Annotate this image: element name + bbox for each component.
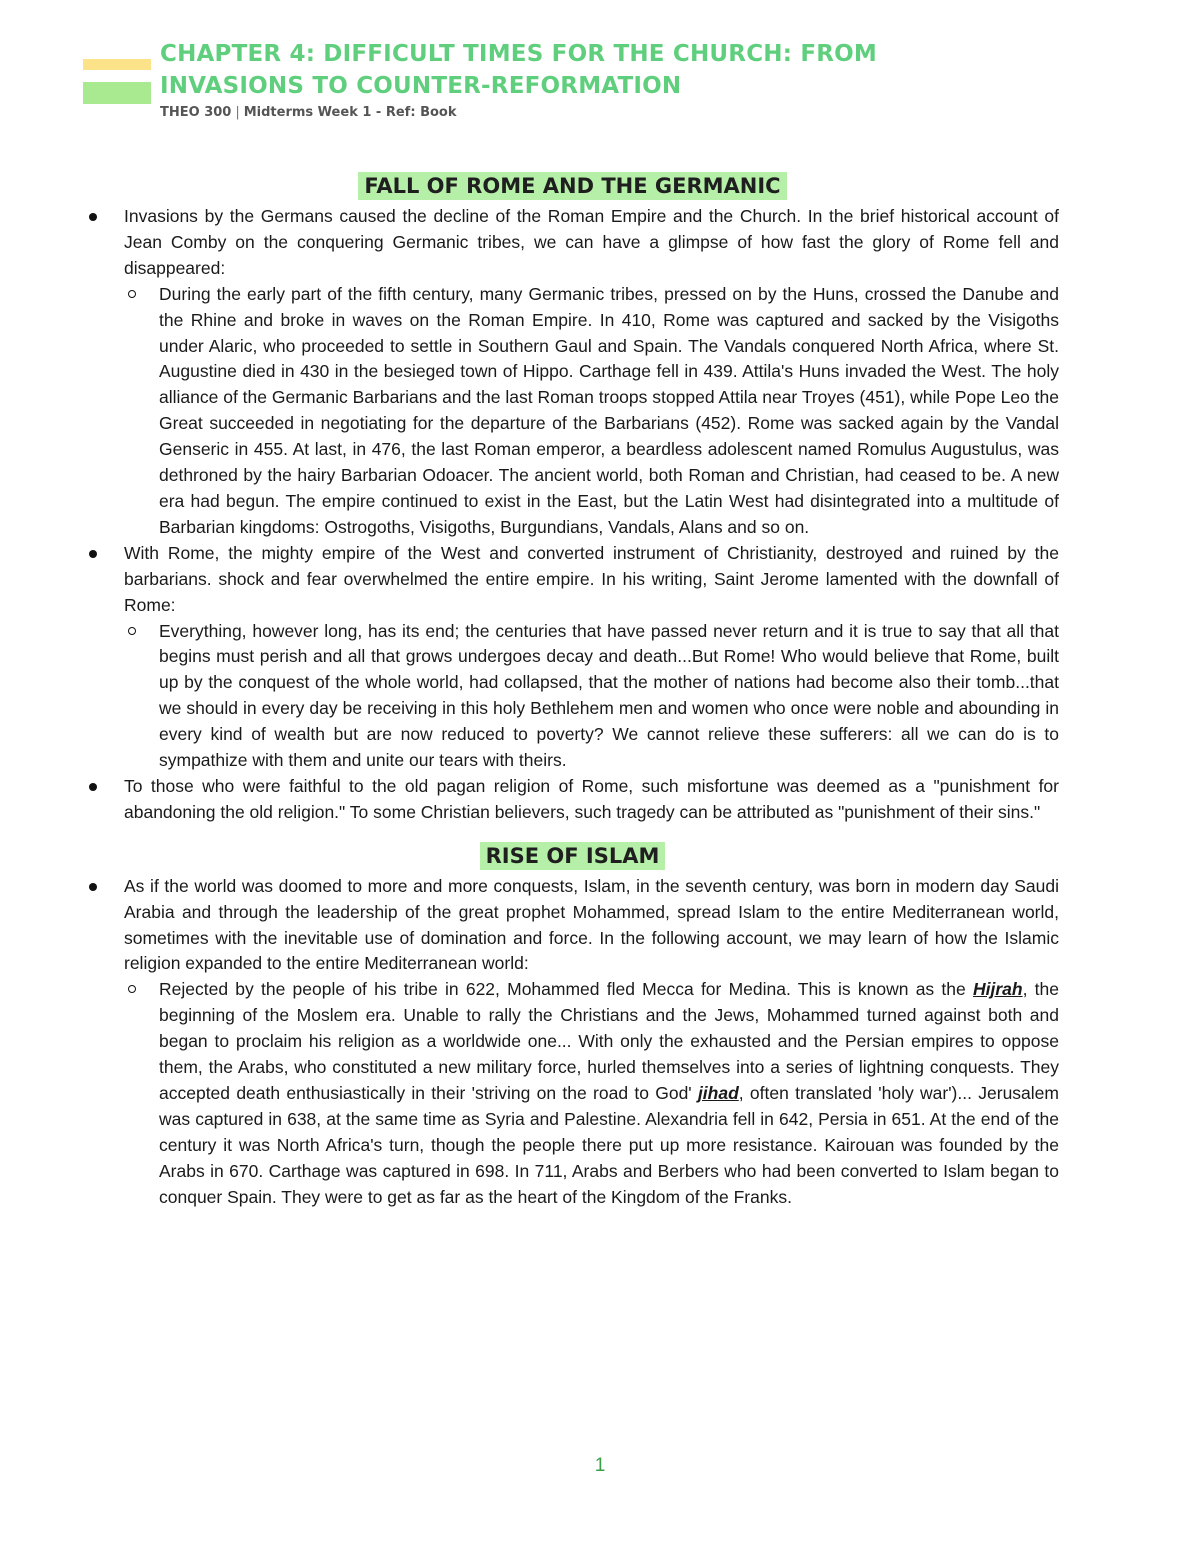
list-item: [86, 874, 1059, 1211]
list-item: [86, 541, 1059, 774]
header-accent-green-bar: [83, 82, 151, 104]
sub-bullet-text-part: Rejected by the people of his tribe in 622, Mohammed fled Mecca for Medina. This is known as the: [159, 979, 973, 1000]
sub-bullet-list: [124, 977, 1059, 1210]
bullet-circle-icon: [128, 985, 136, 993]
bullet-dot-icon: [89, 883, 97, 891]
chapter-title-line-1: CHAPTER 4: DIFFICULT TIMES FOR THE CHURCH: FROM: [160, 41, 878, 67]
list-item: [86, 774, 1059, 826]
subtitle-separator: |: [235, 105, 240, 120]
sub-list-item: [124, 977, 1059, 1210]
chapter-title: [160, 38, 1060, 102]
sub-list-item: [124, 282, 1059, 541]
bullet-text: As if the world was doomed to more and more conquests, Islam, in the seventh century, was born in modern day Saudi Arabia and through the leadership of the great prophet Mohammed, spread Islam to the entire Mediterranean world, sometimes with the inevitable use of domination and force. In the following account, we may learn of how the Islamic religion expanded to the entire Mediterranean world:: [124, 875, 1059, 974]
bullet-text: With Rome, the mighty empire of the West and converted instrument of Christianity, destroyed and ruined by the barbarians. shock and fear overwhelmed the entire empire. In his writing, Saint Jerome lamented with the downfall of Rome:: [124, 542, 1059, 615]
sub-bullet-text-part: , the beginning of the Moslem era. Unable to rally the Christians and the Jews, Mohammed turned against both and began to proclaim his religion as a worldwide one... With only the exhausted and the Persian empires to oppose them, the Arabs, who constituted a new military force, hurled themselves into a series of lightning conquests. They accepted death enthusiastically in their 'striving on the road to God': [159, 979, 1059, 1103]
sub-bullet-text: During the early part of the fifth century, many Germanic tribes, pressed on by the Huns, crossed the Danube and the Rhine and broke in waves on the Roman Empire. In 410, Rome was captured and sacked by the Visigoths under Alaric, who proceeded to settle in Southern Gaul and Spain. The Vandals conquered North Africa, where St. Augustine died in 430 in the besieged town of Hippo. Carthage fell in 439. Attila's Huns invaded the West. The holy alliance of the Germanic Barbarians and the last Roman troops stopped Attila near Troyes (451), while Pope Leo the Great succeeded in negotiating for the departure of the Barbarians (452). Rome was sacked again by the Vandal Genseric in 455. At last, in 476, the last Roman emperor, a beardless adolescent named Romulus Augustulus, was dethroned by the hairy Barbarian Odoacer. The ancient world, both Roman and Christian, had ceased to be. A new era had begun. The empire continued to exist in the East, but the Latin West had disintegrated into a multitude of Barbarian kingdoms: Ostrogoths, Visigoths, Burgundians, Vandals, Alans and so on.: [159, 283, 1059, 537]
subtitle-details: Midterms Week 1 - Ref: Book: [243, 105, 457, 120]
sub-bullet-text: Everything, however long, has its end; the centuries that have passed never return and it is true to say that all that begins must perish and all that grows undergoes decay and death...But Rome! Who would believe that Rome, built up by the conquest of the whole world, had collapsed, that the mother of nations had become also their tomb...that we should in every day be receiving in this holy Bethlehem men and women who once were noble and abounding in every kind of wealth but are now reduced to poverty? We cannot relieve these sufferers: all we can do is to sympathize with them and unite our tears with theirs.: [159, 620, 1059, 771]
bullet-dot-icon: [89, 783, 97, 791]
sub-bullet-list: [124, 282, 1059, 541]
sub-list-item: [124, 619, 1059, 774]
bullet-list-rise-of-islam: [86, 874, 1059, 1211]
section-heading-rise-of-islam: RISE OF ISLAM: [86, 838, 1059, 874]
bullet-circle-icon: [128, 627, 136, 635]
section-heading-fall-of-rome: FALL OF ROME AND THE GERMANIC: [86, 168, 1059, 204]
bullet-dot-icon: [89, 213, 97, 221]
sub-bullet-text-part: , often translated 'holy war')... Jerusalem was captured in 638, at the same time as Syria and Palestine. Alexandria fell in 642, Persia in 651. At the end of the century it was North Africa's turn, though the people there put up more resistance. Kairouan was founded by the Arabs in 670. Carthage was captured in 698. In 711, Arabs and Berbers who had been converted to Islam began to conquer Spain. They were to get as far as the heart of the Kingdom of the Franks.: [159, 1083, 1059, 1207]
bullet-text: To those who were faithful to the old pagan religion of Rome, such misfortune was deemed as a "punishment for abandoning the old religion." To some Christian believers, such tragedy can be attributed as "punishment of their sins.": [124, 775, 1059, 822]
bullet-circle-icon: [128, 290, 136, 298]
document-body: [86, 168, 1059, 1211]
term-hijrah: Hijrah: [972, 979, 1023, 1000]
list-item: [86, 204, 1059, 541]
sub-bullet-list: [124, 619, 1059, 774]
bullet-dot-icon: [89, 550, 97, 558]
page-number: 1: [594, 1455, 606, 1476]
course-code: THEO 300: [160, 105, 232, 120]
bullet-text: Invasions by the Germans caused the decline of the Roman Empire and the Church. In the brief historical account of Jean Comby on the conquering Germanic tribes, we can have a glimpse of how fast the glory of Rome fell and disappeared:: [124, 206, 1059, 278]
header-accent-yellow-bar: [83, 59, 151, 70]
chapter-title-line-2: INVASIONS TO COUNTER-REFORMATION: [160, 73, 682, 99]
term-jihad: jihad: [697, 1083, 739, 1103]
document-subtitle: [160, 105, 456, 120]
bullet-list-fall-of-rome: [86, 204, 1059, 826]
